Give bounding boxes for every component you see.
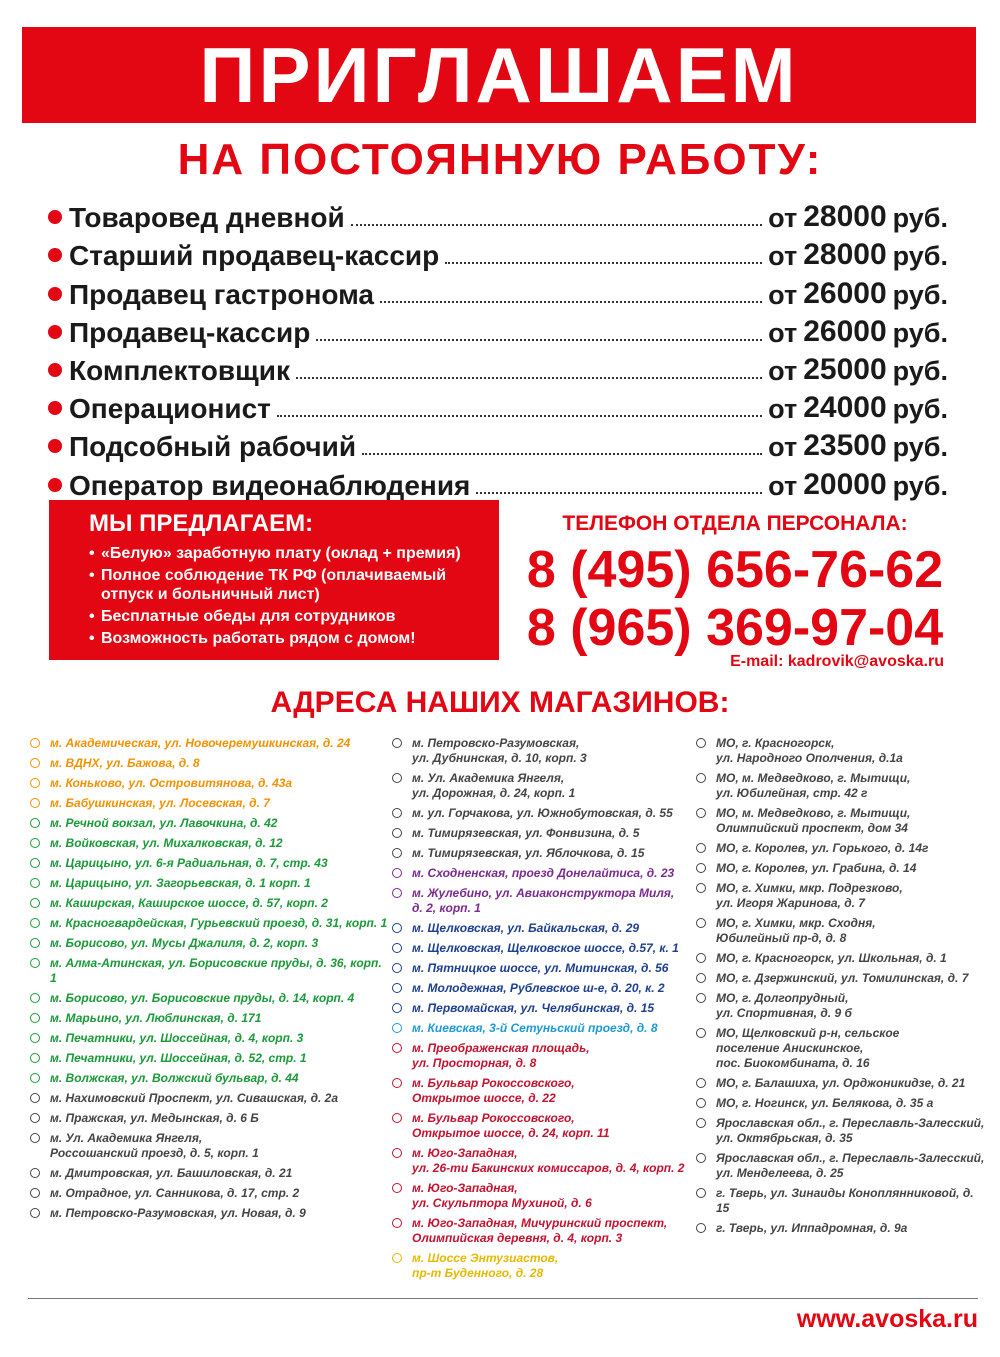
address-bullet-icon	[30, 818, 40, 828]
address-bullet-icon	[696, 738, 706, 748]
address-bullet-icon	[392, 848, 402, 858]
address-text: м. Коньково, ул. Островитянова, д. 43а	[50, 776, 293, 790]
salary-prefix: от	[768, 203, 798, 234]
job-title: Старший продавец-кассир	[69, 240, 440, 272]
address-bullet-icon	[30, 938, 40, 948]
address-text: МО, г. Ногинск, ул. Белякова, д. 35 а	[716, 1096, 934, 1110]
address-item	[696, 861, 986, 876]
job-title: Комплектовщик	[69, 354, 290, 386]
address-text: МО, г. Красногорск, ул. Школьная, д. 1	[716, 951, 947, 965]
address-text: м. Борисово, ул. Борисовские пруды, д. 14, корп. 4	[50, 991, 355, 1005]
salary-prefix: от	[768, 394, 798, 425]
address-bullet-icon	[392, 1148, 402, 1158]
hr-phone-title: ТЕЛЕФОН ОТДЕЛА ПЕРСОНАЛА:	[562, 512, 908, 535]
address-text: Ярославская обл., г. Переславль-Залесский, ул. Менделеева, д. 25	[716, 1151, 985, 1180]
job-row	[48, 309, 948, 347]
address-item	[392, 1021, 692, 1036]
page-subtitle: НА ПОСТОЯННУЮ РАБОТУ:	[177, 135, 823, 184]
salary-amount: 28000	[803, 238, 887, 272]
address-text: м. ул. Горчакова, ул. Южнобутовская, д. 55	[412, 806, 673, 820]
address-text: г. Тверь, ул. Зинаиды Коноплянниковой, д. 15	[716, 1186, 974, 1215]
address-text: м. Бабушкинская, ул. Лосевская, д. 7	[50, 796, 270, 810]
address-bullet-icon	[30, 1188, 40, 1198]
job-row	[48, 423, 948, 461]
address-text: г. Тверь, ул. Иппадромная, д. 9а	[716, 1221, 908, 1235]
address-text: м. Бульвар Рокоссовского, Открытое шоссе, д. 24, корп. 11	[412, 1111, 610, 1140]
address-item	[696, 841, 986, 856]
dot-leader	[476, 492, 762, 494]
job-row	[48, 270, 948, 308]
address-text: м. Петровско-Разумовская, ул. Дубнинская, д. 10, корп. 3	[412, 736, 587, 765]
salary-prefix: от	[768, 355, 798, 386]
address-bullet-icon	[392, 1183, 402, 1193]
salary-currency: руб.	[892, 317, 948, 348]
address-bullet-icon	[696, 1028, 706, 1038]
address-text: м. Отрадное, ул. Санникова, д. 17, стр. 2	[50, 1186, 300, 1200]
job-row	[48, 232, 948, 270]
address-bullet-icon	[30, 1033, 40, 1043]
address-column-moscow-1	[30, 736, 390, 1226]
address-text: м. Тимирязевская, ул. Фонвизина, д. 5	[412, 826, 640, 840]
salary-amount: 23500	[803, 429, 887, 463]
address-item	[30, 1091, 390, 1106]
address-item	[696, 991, 986, 1021]
address-text: м. Шоссе Энтузиастов, пр-т Буденного, д. 28	[412, 1251, 559, 1280]
address-bullet-icon	[696, 843, 706, 853]
address-text: м. Борисово, ул. Мусы Джалиля, д. 2, корп. 3	[50, 936, 319, 950]
address-bullet-icon	[30, 1073, 40, 1083]
address-text: МО, г. Долгопрудный, ул. Спортивная, д. 9 б	[716, 991, 852, 1020]
salary-amount: 25000	[803, 352, 887, 386]
bullet-icon	[48, 287, 62, 301]
address-text: м. Юго-Западная, ул. 26-ти Бакинских комиссаров, д. 4, корп. 2	[412, 1146, 685, 1175]
salary-currency: руб.	[892, 203, 948, 234]
address-text: МО, г. Химки, мкр. Подрезково, ул. Игоря Жаринова, д. 7	[716, 881, 903, 910]
address-bullet-icon	[696, 883, 706, 893]
address-text: МО, Щелковский р-н, сельское поселение Анискинское, пос. Биокомбината, д. 16	[716, 1026, 900, 1070]
address-bullet-icon	[30, 738, 40, 748]
address-item	[392, 846, 692, 861]
address-bullet-icon	[30, 858, 40, 868]
bullet-icon	[48, 439, 62, 453]
offer-item: • Полное соблюдение ТК РФ (оплачиваемый отпуск и больничный лист)	[89, 566, 494, 604]
address-bullet-icon	[30, 1168, 40, 1178]
salary-currency: руб.	[892, 432, 948, 463]
offer-box	[49, 500, 499, 660]
address-bullet-icon	[30, 778, 40, 788]
address-text: м. Тимирязевская, ул. Яблочкова, д. 15	[412, 846, 645, 860]
address-bullet-icon	[392, 983, 402, 993]
address-item	[30, 1131, 390, 1161]
address-item	[30, 736, 390, 751]
address-item	[30, 1031, 390, 1046]
address-bullet-icon	[696, 918, 706, 928]
salary-prefix: от	[768, 241, 798, 272]
address-text: м. Речной вокзал, ул. Лавочкина, д. 42	[50, 816, 278, 830]
address-text: м. Каширская, Каширское шоссе, д. 57, корп. 2	[50, 896, 328, 910]
salary-prefix: от	[768, 317, 798, 348]
address-bullet-icon	[30, 878, 40, 888]
address-text: м. Красногвардейская, Гурьевский проезд, д. 31, корп. 1	[50, 916, 388, 930]
phone-number-2[interactable]: 8 (965) 369-97-04	[526, 599, 944, 657]
address-text: Ярославская обл., г. Переславль-Залесский, ул. Октябрьская, д. 35	[716, 1116, 985, 1145]
address-item	[392, 1111, 692, 1141]
dot-leader	[277, 415, 762, 417]
address-bullet-icon	[392, 1218, 402, 1228]
address-text: м. Ул. Академика Янгеля, Россошанский проезд, д. 5, корп. 1	[50, 1131, 259, 1160]
address-bullet-icon	[392, 1113, 402, 1123]
address-item	[696, 806, 986, 836]
address-item	[696, 916, 986, 946]
address-bullet-icon	[30, 1093, 40, 1103]
address-text: МО, г. Балашиха, ул. Орджоникидзе, д. 21	[716, 1076, 966, 1090]
address-bullet-icon	[392, 1078, 402, 1088]
address-bullet-icon	[696, 1078, 706, 1088]
salary-currency: руб.	[892, 470, 948, 501]
address-text: м. Печатники, ул. Шоссейная, д. 4, корп. 3	[50, 1031, 304, 1045]
address-item	[696, 971, 986, 986]
bullet-icon	[48, 401, 62, 415]
address-bullet-icon	[392, 888, 402, 898]
address-text: м. Юго-Западная, ул. Скульптора Мухиной, д. 6	[412, 1181, 592, 1210]
address-bullet-icon	[30, 918, 40, 928]
address-item	[30, 1186, 390, 1201]
address-item	[30, 1051, 390, 1066]
address-bullet-icon	[392, 868, 402, 878]
address-item	[696, 1151, 986, 1181]
offer-list	[89, 544, 494, 651]
address-item	[392, 921, 692, 936]
dot-leader	[380, 301, 762, 303]
address-item	[392, 1001, 692, 1016]
address-text: МО, г. Королев, ул. Горького, д. 14г	[716, 841, 929, 855]
job-title: Операционист	[69, 393, 271, 425]
job-row	[48, 461, 948, 499]
address-bullet-icon	[696, 808, 706, 818]
address-text: м. Преображенская площадь, ул. Просторная, д. 8	[412, 1041, 590, 1070]
dot-leader	[316, 339, 762, 341]
bullet-icon	[48, 363, 62, 377]
address-text: м. Царицыно, ул. 6-я Радиальная, д. 7, стр. 43	[50, 856, 328, 870]
salary-prefix: от	[768, 470, 798, 501]
address-item	[696, 1076, 986, 1091]
address-item	[392, 771, 692, 801]
address-item	[30, 816, 390, 831]
address-bullet-icon	[696, 1223, 706, 1233]
bullet-icon	[48, 325, 62, 339]
address-item	[30, 856, 390, 871]
salary-prefix: от	[768, 432, 798, 463]
address-bullet-icon	[392, 738, 402, 748]
footer-divider	[28, 1298, 978, 1299]
address-text: м. Печатники, ул. Шоссейная, д. 52, стр. 1	[50, 1051, 307, 1065]
address-text: МО, г. Королев, ул. Грабина, д. 14	[716, 861, 917, 875]
job-row	[48, 385, 948, 423]
salary-amount: 24000	[803, 391, 887, 425]
address-text: м. Академическая, ул. Новочеремушкинская, д. 24	[50, 736, 351, 750]
address-item	[392, 1251, 692, 1281]
salary-amount: 20000	[803, 467, 887, 501]
address-text: м. Алма-Атинская, ул. Борисовские пруды, д. 36, корп. 1	[50, 956, 382, 985]
website-link[interactable]: www.avoska.ru	[796, 1305, 978, 1333]
address-text: м. Царицыно, ул. Загорьевская, д. 1 корп. 1	[50, 876, 311, 890]
address-bullet-icon	[30, 838, 40, 848]
job-row	[48, 347, 948, 385]
address-bullet-icon	[696, 1118, 706, 1128]
address-item	[696, 1096, 986, 1111]
address-item	[30, 776, 390, 791]
address-bullet-icon	[392, 808, 402, 818]
address-item	[392, 736, 692, 766]
address-bullet-icon	[696, 1098, 706, 1108]
address-item	[30, 1206, 390, 1221]
address-item	[696, 951, 986, 966]
salary-currency: руб.	[892, 394, 948, 425]
address-bullet-icon	[392, 1253, 402, 1263]
salary-currency: руб.	[892, 241, 948, 272]
job-title: Подсобный рабочий	[69, 431, 357, 463]
address-bullet-icon	[696, 1153, 706, 1163]
salary-amount: 28000	[803, 200, 887, 234]
address-text: м. Киевская, 3-й Сетуньский проезд, д. 8	[412, 1021, 658, 1035]
address-text: м. Первомайская, ул. Челябинская, д. 15	[412, 1001, 655, 1015]
address-item	[392, 961, 692, 976]
offer-item: • «Белую» заработную плату (оклад + премия)	[89, 544, 494, 563]
address-bullet-icon	[30, 1208, 40, 1218]
address-bullet-icon	[30, 958, 40, 968]
address-item	[392, 1146, 692, 1176]
address-text: м. Петровско-Разумовская, ул. Новая, д. 9	[50, 1206, 306, 1220]
address-text: МО, г. Химки, мкр. Сходня, Юбилейный пр-д, д. 8	[716, 916, 876, 945]
bullet-icon	[48, 478, 62, 492]
address-text: МО, м. Медведково, г. Мытищи, Олимпийский проспект, дом 34	[716, 806, 911, 835]
address-text: м. Пятницкое шоссе, ул. Митинская, д. 56	[412, 961, 669, 975]
offer-item: • Возможность работать рядом с домом!	[89, 629, 494, 648]
address-bullet-icon	[696, 1188, 706, 1198]
address-item	[696, 1026, 986, 1071]
address-text: м. ВДНХ, ул. Бажова, д. 8	[50, 756, 200, 770]
offer-item: • Бесплатные обеды для сотрудников	[89, 607, 494, 626]
address-bullet-icon	[30, 898, 40, 908]
address-item	[30, 896, 390, 911]
address-text: МО, м. Медведково, г. Мытищи, ул. Юбилейная, стр. 42 г	[716, 771, 911, 800]
address-item	[30, 1011, 390, 1026]
dot-leader	[351, 224, 762, 226]
address-text: м. Ул. Академика Янгеля, ул. Дорожная, д. 24, корп. 1	[412, 771, 576, 800]
address-item	[392, 866, 692, 881]
address-item	[696, 1116, 986, 1146]
address-bullet-icon	[696, 973, 706, 983]
address-item	[30, 1166, 390, 1181]
salary-amount: 26000	[803, 276, 887, 310]
header-banner	[22, 27, 976, 123]
address-text: м. Сходненская, проезд Донелайтиса, д. 23	[412, 866, 675, 880]
page-title: ПРИГЛАШАЕМ	[199, 31, 799, 119]
address-item	[30, 956, 390, 986]
address-bullet-icon	[392, 1023, 402, 1033]
address-column-moscow-2	[392, 736, 692, 1286]
address-bullet-icon	[30, 1013, 40, 1023]
address-bullet-icon	[696, 953, 706, 963]
address-item	[30, 936, 390, 951]
address-bullet-icon	[30, 993, 40, 1003]
address-bullet-icon	[30, 1133, 40, 1143]
dot-leader	[296, 377, 762, 379]
address-bullet-icon	[392, 963, 402, 973]
address-item	[392, 826, 692, 841]
address-item	[696, 771, 986, 801]
job-title: Продавец гастронома	[69, 278, 375, 310]
job-title: Оператор видеонаблюдения	[69, 469, 471, 501]
address-item	[392, 886, 692, 916]
address-text: МО, г. Красногорск, ул. Народного Ополчения, д.1а	[716, 736, 903, 765]
dot-leader	[362, 453, 762, 455]
address-item	[392, 1181, 692, 1211]
address-text: м. Дмитровская, ул. Башиловская, д. 21	[50, 1166, 293, 1180]
address-bullet-icon	[392, 923, 402, 933]
address-item	[392, 806, 692, 821]
address-text: м. Жулебино, ул. Авиаконструктора Миля, д. 2, корп. 1	[412, 886, 675, 915]
address-item	[696, 1221, 986, 1236]
address-item	[392, 1216, 692, 1246]
address-bullet-icon	[696, 993, 706, 1003]
address-item	[696, 881, 986, 911]
address-bullet-icon	[30, 798, 40, 808]
address-text: м. Войковская, ул. Михалковская, д. 12	[50, 836, 283, 850]
address-item	[392, 1041, 692, 1071]
salary-prefix: от	[768, 279, 798, 310]
address-bullet-icon	[30, 1053, 40, 1063]
dot-leader	[445, 262, 762, 264]
address-item	[30, 796, 390, 811]
address-item	[30, 916, 390, 931]
address-text: м. Щелковская, Щелковское шоссе, д.57, к. 1	[412, 941, 679, 955]
bullet-icon	[48, 210, 62, 224]
addresses-title: АДРЕСА НАШИХ МАГАЗИНОВ:	[270, 686, 730, 719]
address-item	[30, 836, 390, 851]
address-item	[30, 1111, 390, 1126]
address-item	[696, 1186, 986, 1216]
address-bullet-icon	[696, 863, 706, 873]
address-bullet-icon	[392, 1043, 402, 1053]
bullet-icon	[48, 248, 62, 262]
job-title: Товаровед дневной	[69, 202, 345, 234]
address-bullet-icon	[30, 1113, 40, 1123]
salary-amount: 26000	[803, 314, 887, 348]
address-bullet-icon	[696, 773, 706, 783]
salary-currency: руб.	[892, 355, 948, 386]
address-text: м. Юго-Западная, Мичуринский проспект, Олимпийская деревня, д. 4, корп. 3	[412, 1216, 668, 1245]
address-bullet-icon	[392, 773, 402, 783]
address-text: м. Марьино, ул. Люблинская, д. 171	[50, 1011, 262, 1025]
address-item	[392, 1076, 692, 1106]
address-text: м. Нахимовский Проспект, ул. Сивашская, д. 2а	[50, 1091, 339, 1105]
address-item	[30, 1071, 390, 1086]
phone-number-1[interactable]: 8 (495) 656-76-62	[526, 541, 944, 599]
job-title: Продавец-кассир	[69, 316, 311, 348]
job-row	[48, 194, 948, 232]
address-bullet-icon	[392, 828, 402, 838]
address-text: м. Бульвар Рокоссовского, Открытое шоссе, д. 22	[412, 1076, 575, 1105]
address-bullet-icon	[392, 943, 402, 953]
email-link[interactable]: E-mail: kadrovik@avoska.ru	[730, 653, 944, 670]
address-text: м. Пражская, ул. Медынская, д. 6 Б	[50, 1111, 259, 1125]
address-text: м. Молодежная, Рублевское ш-е, д. 20, к. 2	[412, 981, 665, 995]
address-column-region	[696, 736, 986, 1241]
address-item	[30, 991, 390, 1006]
job-list	[48, 194, 948, 500]
address-text: м. Щелковская, ул. Байкальская, д. 29	[412, 921, 640, 935]
offer-title: МЫ ПРЕДЛАГАЕМ:	[89, 510, 314, 537]
address-bullet-icon	[30, 758, 40, 768]
salary-currency: руб.	[892, 279, 948, 310]
address-text: м. Волжская, ул. Волжский бульвар, д. 44	[50, 1071, 299, 1085]
address-item	[696, 736, 986, 766]
address-item	[30, 756, 390, 771]
address-bullet-icon	[392, 1003, 402, 1013]
address-text: МО, г. Дзержинский, ул. Томилинская, д. 7	[716, 971, 969, 985]
address-item	[30, 876, 390, 891]
address-item	[392, 941, 692, 956]
address-item	[392, 981, 692, 996]
